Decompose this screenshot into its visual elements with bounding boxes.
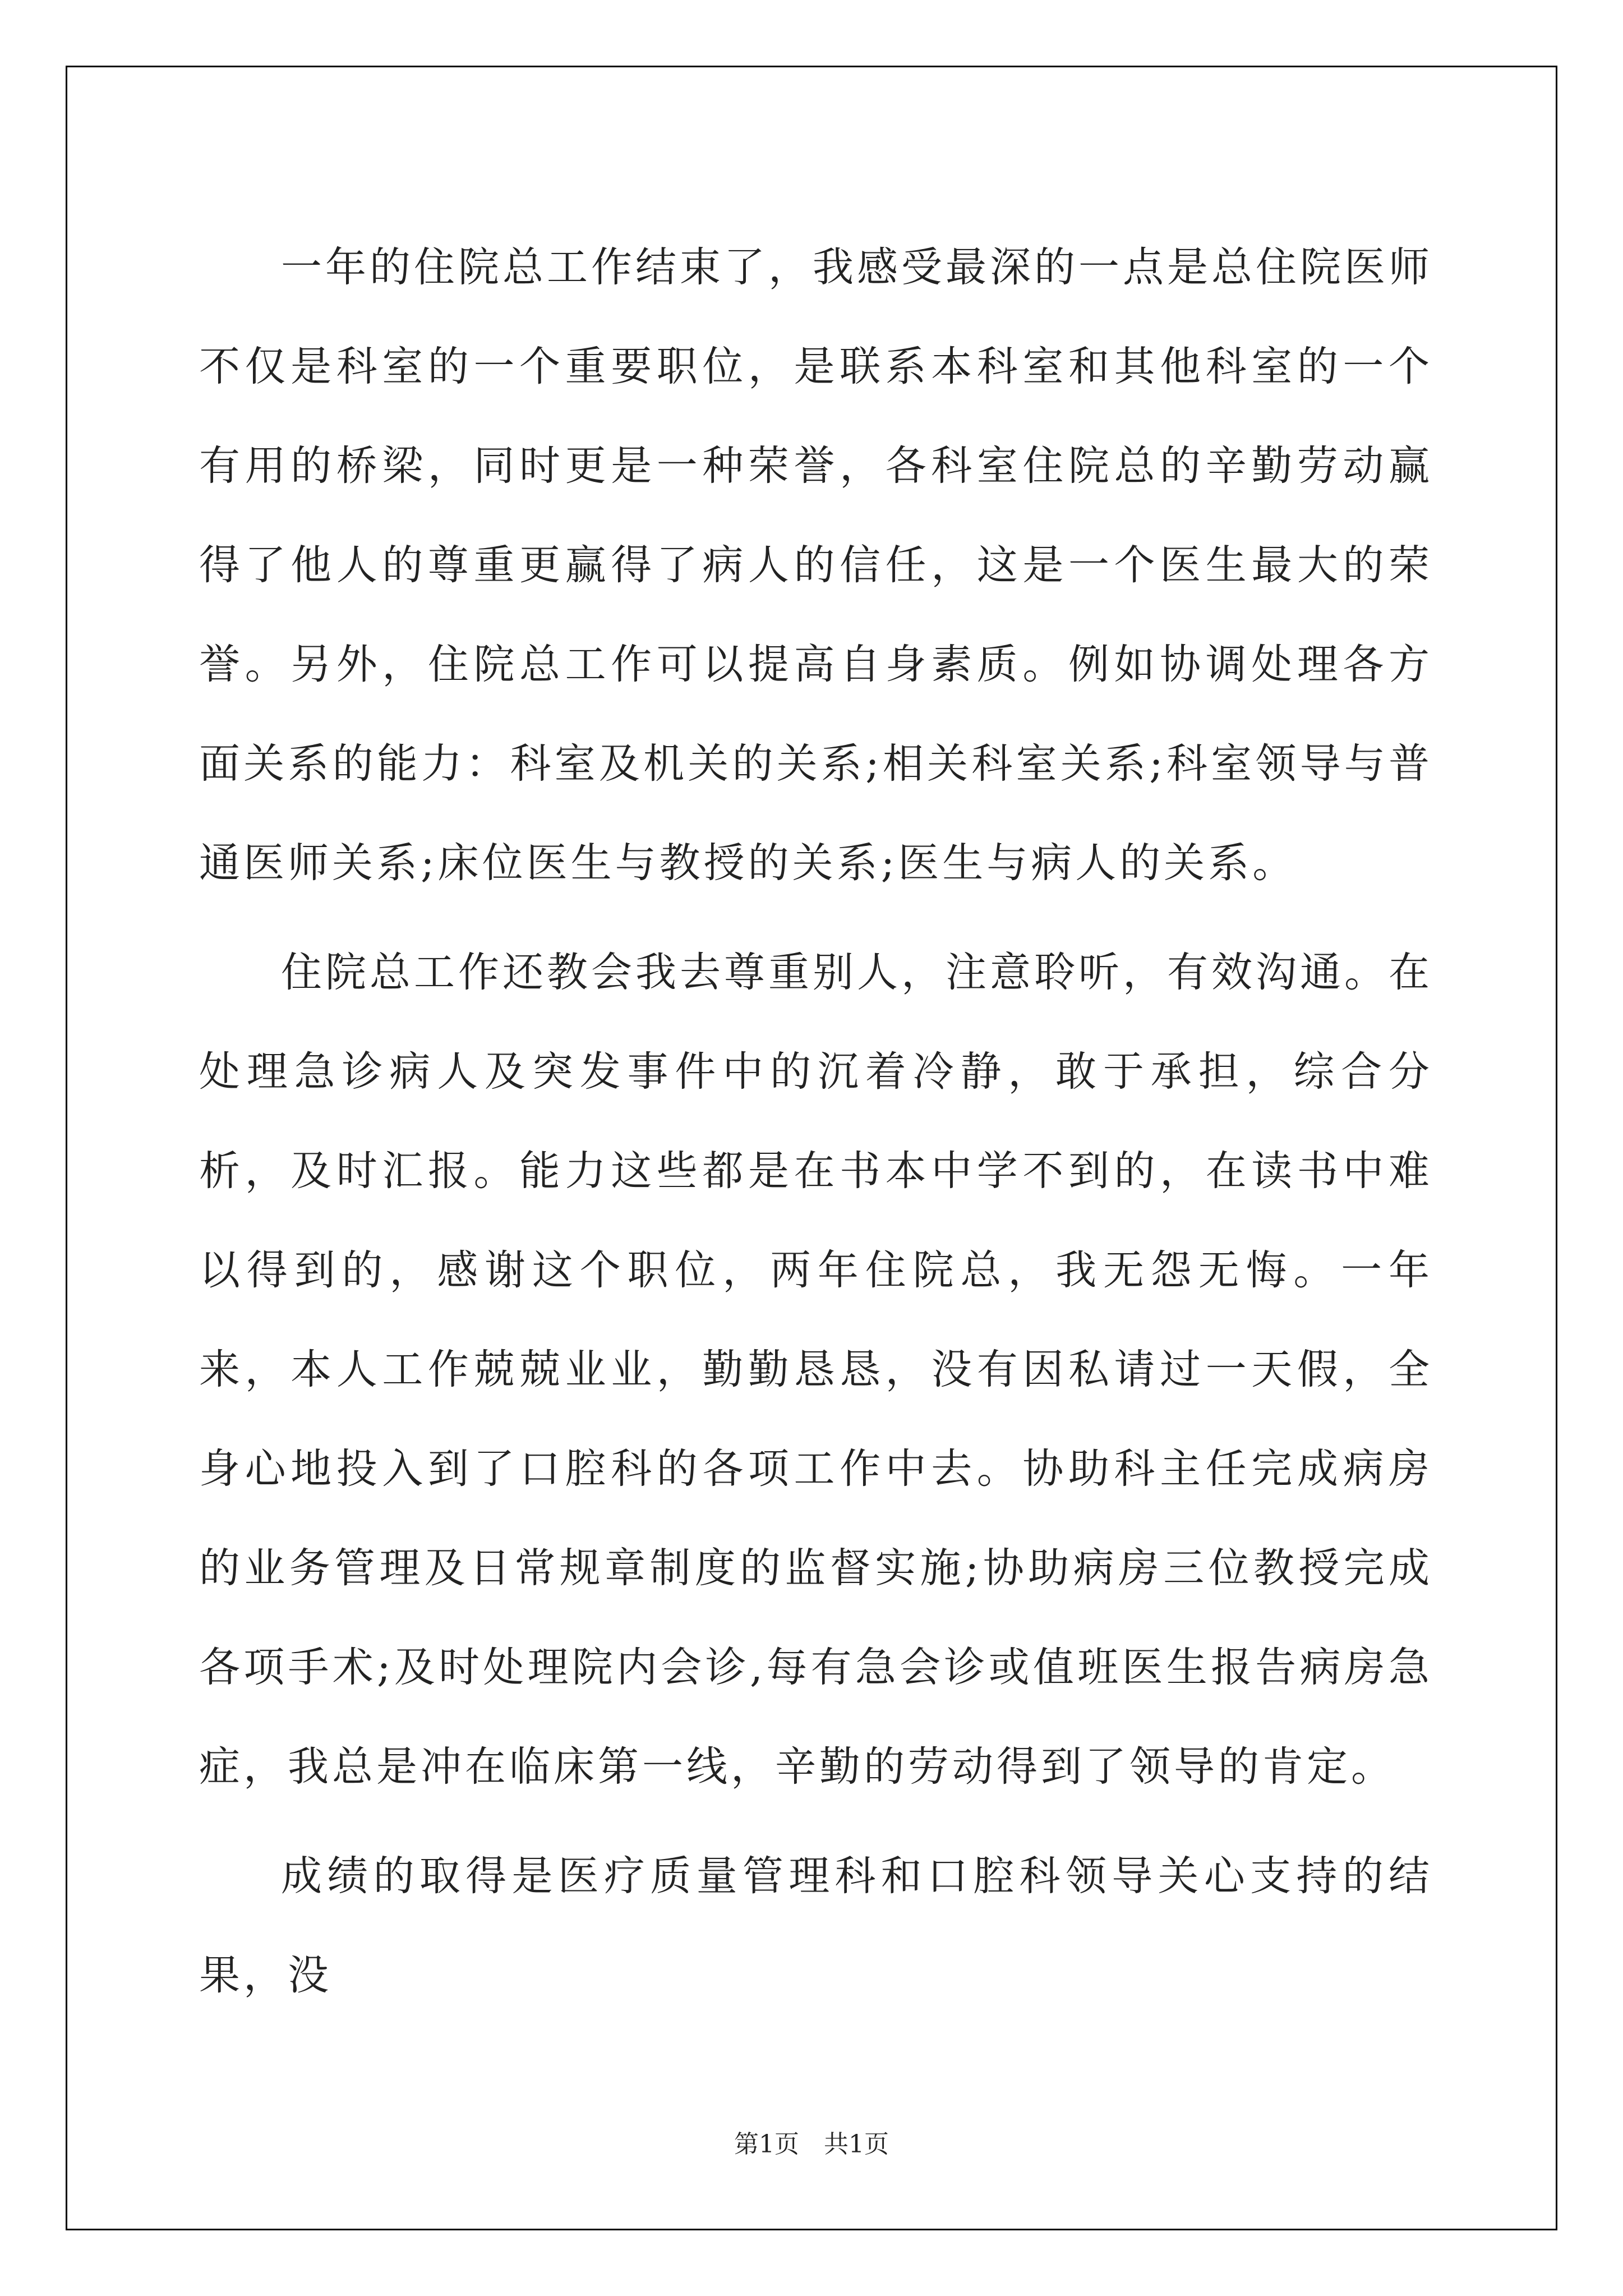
paragraph: 成绩的取得是医疗质量管理科和口腔科领导关心支持的结果，没: [199, 1852, 1433, 1999]
page-number: 第1页: [734, 2130, 799, 2159]
page-footer: [0, 2128, 1623, 2161]
paragraph: 住院总工作还教会我去尊重别人，注意聆听，有效沟通。在处理急诊病人及突发事件中的沉着冷静，敢于承担，综合分析，及时汇报。能力这些都是在书本中学不到的，在读书中难以得到的，感谢这个职位，两年住院总，我无怨无悔。一年来，本人工作兢兢业业，勤勤恳恳，没有因私请过一天假，全身心地投入到了口腔科的各项工作中去。协助科主任完成病房的业务管理及日常规章制度的监督实施;协助病房三位教授完成各项手术;及时处理院内会诊,每有急会诊或值班医生报告病房急症，我总是冲在临床第一线，辛勤的劳动得到了领导的肯定。: [199, 949, 1433, 1791]
paragraph: 一年的住院总工作结束了，我感受最深的一点是总住院医师不仅是科室的一个重要职位，是联系本科室和其他科室的一个有用的桥梁，同时更是一种荣誉，各科室住院总的辛勤劳动赢得了他人的尊重更赢得了病人的信任，这是一个医生最大的荣誉。另外，住院总工作可以提高自身素质。例如协调处理各方面关系的能力：科室及机关的关系;相关科室关系;科室领导与普通医师关系;床位医生与教授的关系;医生与病人的关系。: [199, 243, 1433, 887]
document-body: [199, 218, 1433, 2025]
page-total: 共1页: [824, 2130, 889, 2159]
